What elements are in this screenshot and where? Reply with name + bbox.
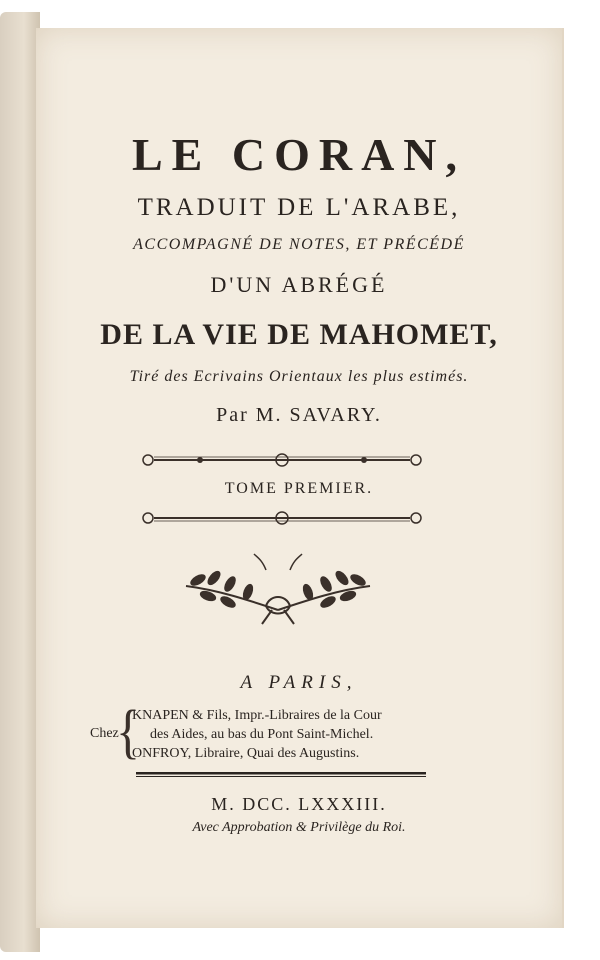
- imprint-city: A PARIS,: [240, 672, 358, 693]
- brace-glyph: {: [116, 697, 140, 765]
- subtitle-line-4: DE LA VIE DE MAHOMET,: [100, 318, 498, 351]
- thick-rule: [136, 772, 426, 778]
- title-page: [36, 28, 564, 928]
- floral-ornament: [178, 550, 378, 628]
- subtitle-line-5: Tiré des Ecrivains Orientaux les plus estimés.: [129, 368, 469, 385]
- ornamental-rule-top: [140, 452, 424, 468]
- publisher-line-1: KNAPEN & Fils, Impr.-Libraires de la Cour: [132, 708, 382, 723]
- ornamental-rule-bottom: [140, 510, 424, 526]
- subtitle-line-3: D'UN ABRÉGÉ: [210, 272, 388, 297]
- author-line: Par M. SAVARY.: [216, 404, 382, 426]
- left-page-edge: [0, 12, 40, 952]
- royal-approval: Avec Approbation & Privilège du Roi.: [192, 820, 406, 835]
- publisher-line-3: ONFROY, Libraire, Quai des Augustins.: [132, 746, 360, 761]
- subtitle-line-1: TRADUIT DE L'ARABE,: [137, 194, 461, 221]
- volume-label: TOME PREMIER.: [224, 480, 374, 497]
- chez-label: Chez: [90, 726, 119, 741]
- publisher-line-2: des Aides, au bas du Pont Saint-Michel.: [150, 727, 374, 742]
- subtitle-line-2: ACCOMPAGNÉ DE NOTES, ET PRÉCÉDÉ: [133, 236, 465, 253]
- book-title: LE CORAN,: [131, 129, 467, 180]
- publication-year: M. DCC. LXXXIII.: [211, 794, 387, 814]
